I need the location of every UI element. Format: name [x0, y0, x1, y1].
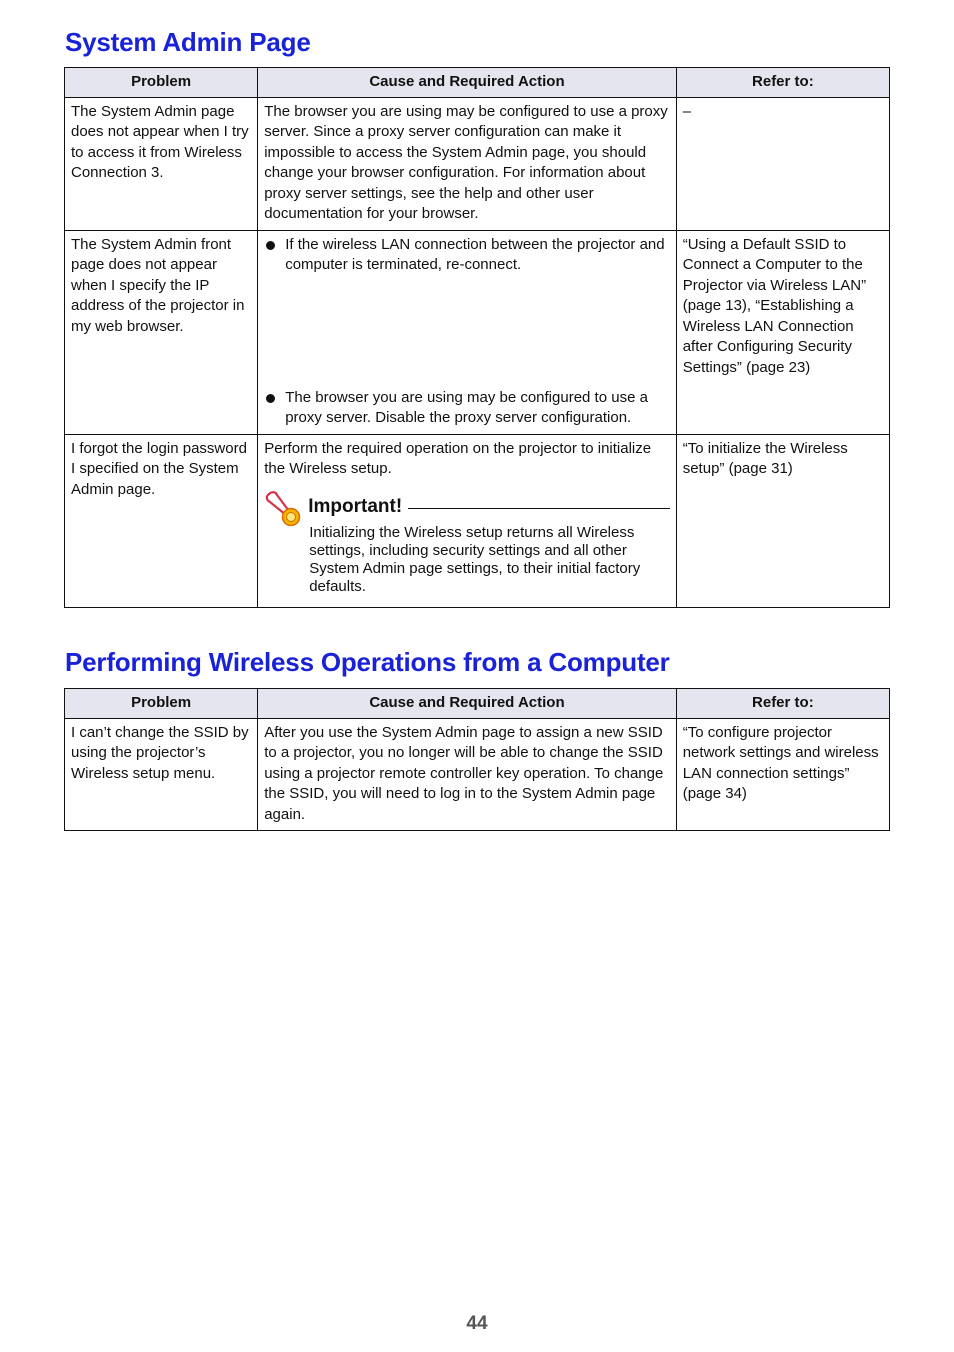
header-cause: Cause and Required Action	[258, 68, 677, 98]
header-refer: Refer to:	[676, 68, 889, 98]
refer-cell: “To initialize the Wireless setup” (page 31)	[676, 434, 889, 607]
important-title: Important!	[308, 496, 403, 518]
table-header-row	[65, 68, 890, 98]
refer-cell: “To configure projector network settings and wireless LAN connection settings” (page 34)	[676, 718, 889, 831]
header-cause: Cause and Required Action	[258, 689, 677, 719]
cause-cell: The browser you are using may be configured to use a proxy server. Since a proxy server configuration can make it impossible to access the System Admin page, you should change your browser configuration. For information about proxy server settings, see the help and other user documentation for your browser.	[258, 97, 677, 230]
refer-cell: “Using a Default SSID to Connect a Computer to the Projector via Wireless LAN” (page 13), “Establishing a Wireless LAN Connection after Configuring Security Settings” (page 23)	[676, 230, 889, 434]
important-text: Initializing the Wireless setup returns all Wireless settings, including security settings and all other System Admin page settings, to their initial factory defaults.	[309, 523, 641, 595]
bullet-text: If the wireless LAN connection between the projector and computer is terminated, re-connect.	[285, 235, 665, 273]
header-refer: Refer to:	[676, 689, 889, 719]
bullet-text: The browser you are using may be configured to use a proxy server. Disable the proxy server configuration.	[285, 388, 648, 426]
bullet-item	[264, 235, 670, 276]
section-title-system-admin: System Admin Page	[65, 27, 311, 57]
cause-cell: After you use the System Admin page to assign a new SSID to a projector, you no longer will be able to change the SSID using a projector remote controller key operation. To change the SSID, you will need to log in to the System Admin page again.	[258, 718, 677, 831]
cause-text: Perform the required operation on the projector to initialize the Wireless setup.	[264, 439, 652, 477]
problem-cell: I forgot the login password I specified on the System Admin page.	[65, 434, 258, 607]
system-admin-table	[64, 67, 890, 608]
table-row	[65, 230, 890, 434]
header-problem: Problem	[65, 68, 258, 98]
header-problem: Problem	[65, 689, 258, 719]
section-title-wireless-ops: Performing Wireless Operations from a Computer	[65, 647, 670, 677]
table-header-row	[65, 689, 890, 719]
wireless-ops-table	[64, 688, 890, 831]
problem-cell: The System Admin page does not appear when I try to access it from Wireless Connection 3.	[65, 97, 258, 230]
cause-cell	[258, 230, 677, 434]
important-pushpin-icon	[264, 490, 304, 526]
table-row	[65, 434, 890, 607]
important-rule	[408, 508, 670, 509]
problem-cell: The System Admin front page does not appear when I specify the IP address of the projector in my web browser.	[65, 230, 258, 434]
bullet-dot-icon	[266, 394, 275, 403]
important-note	[264, 490, 670, 596]
cause-cell	[258, 434, 677, 607]
page-number: 44	[466, 1313, 488, 1334]
bullet-dot-icon	[266, 241, 275, 250]
bullet-item	[264, 388, 670, 429]
refer-cell: –	[676, 97, 889, 230]
table-row	[65, 718, 890, 831]
problem-cell: I can’t change the SSID by using the projector’s Wireless setup menu.	[65, 718, 258, 831]
table-row	[65, 97, 890, 230]
